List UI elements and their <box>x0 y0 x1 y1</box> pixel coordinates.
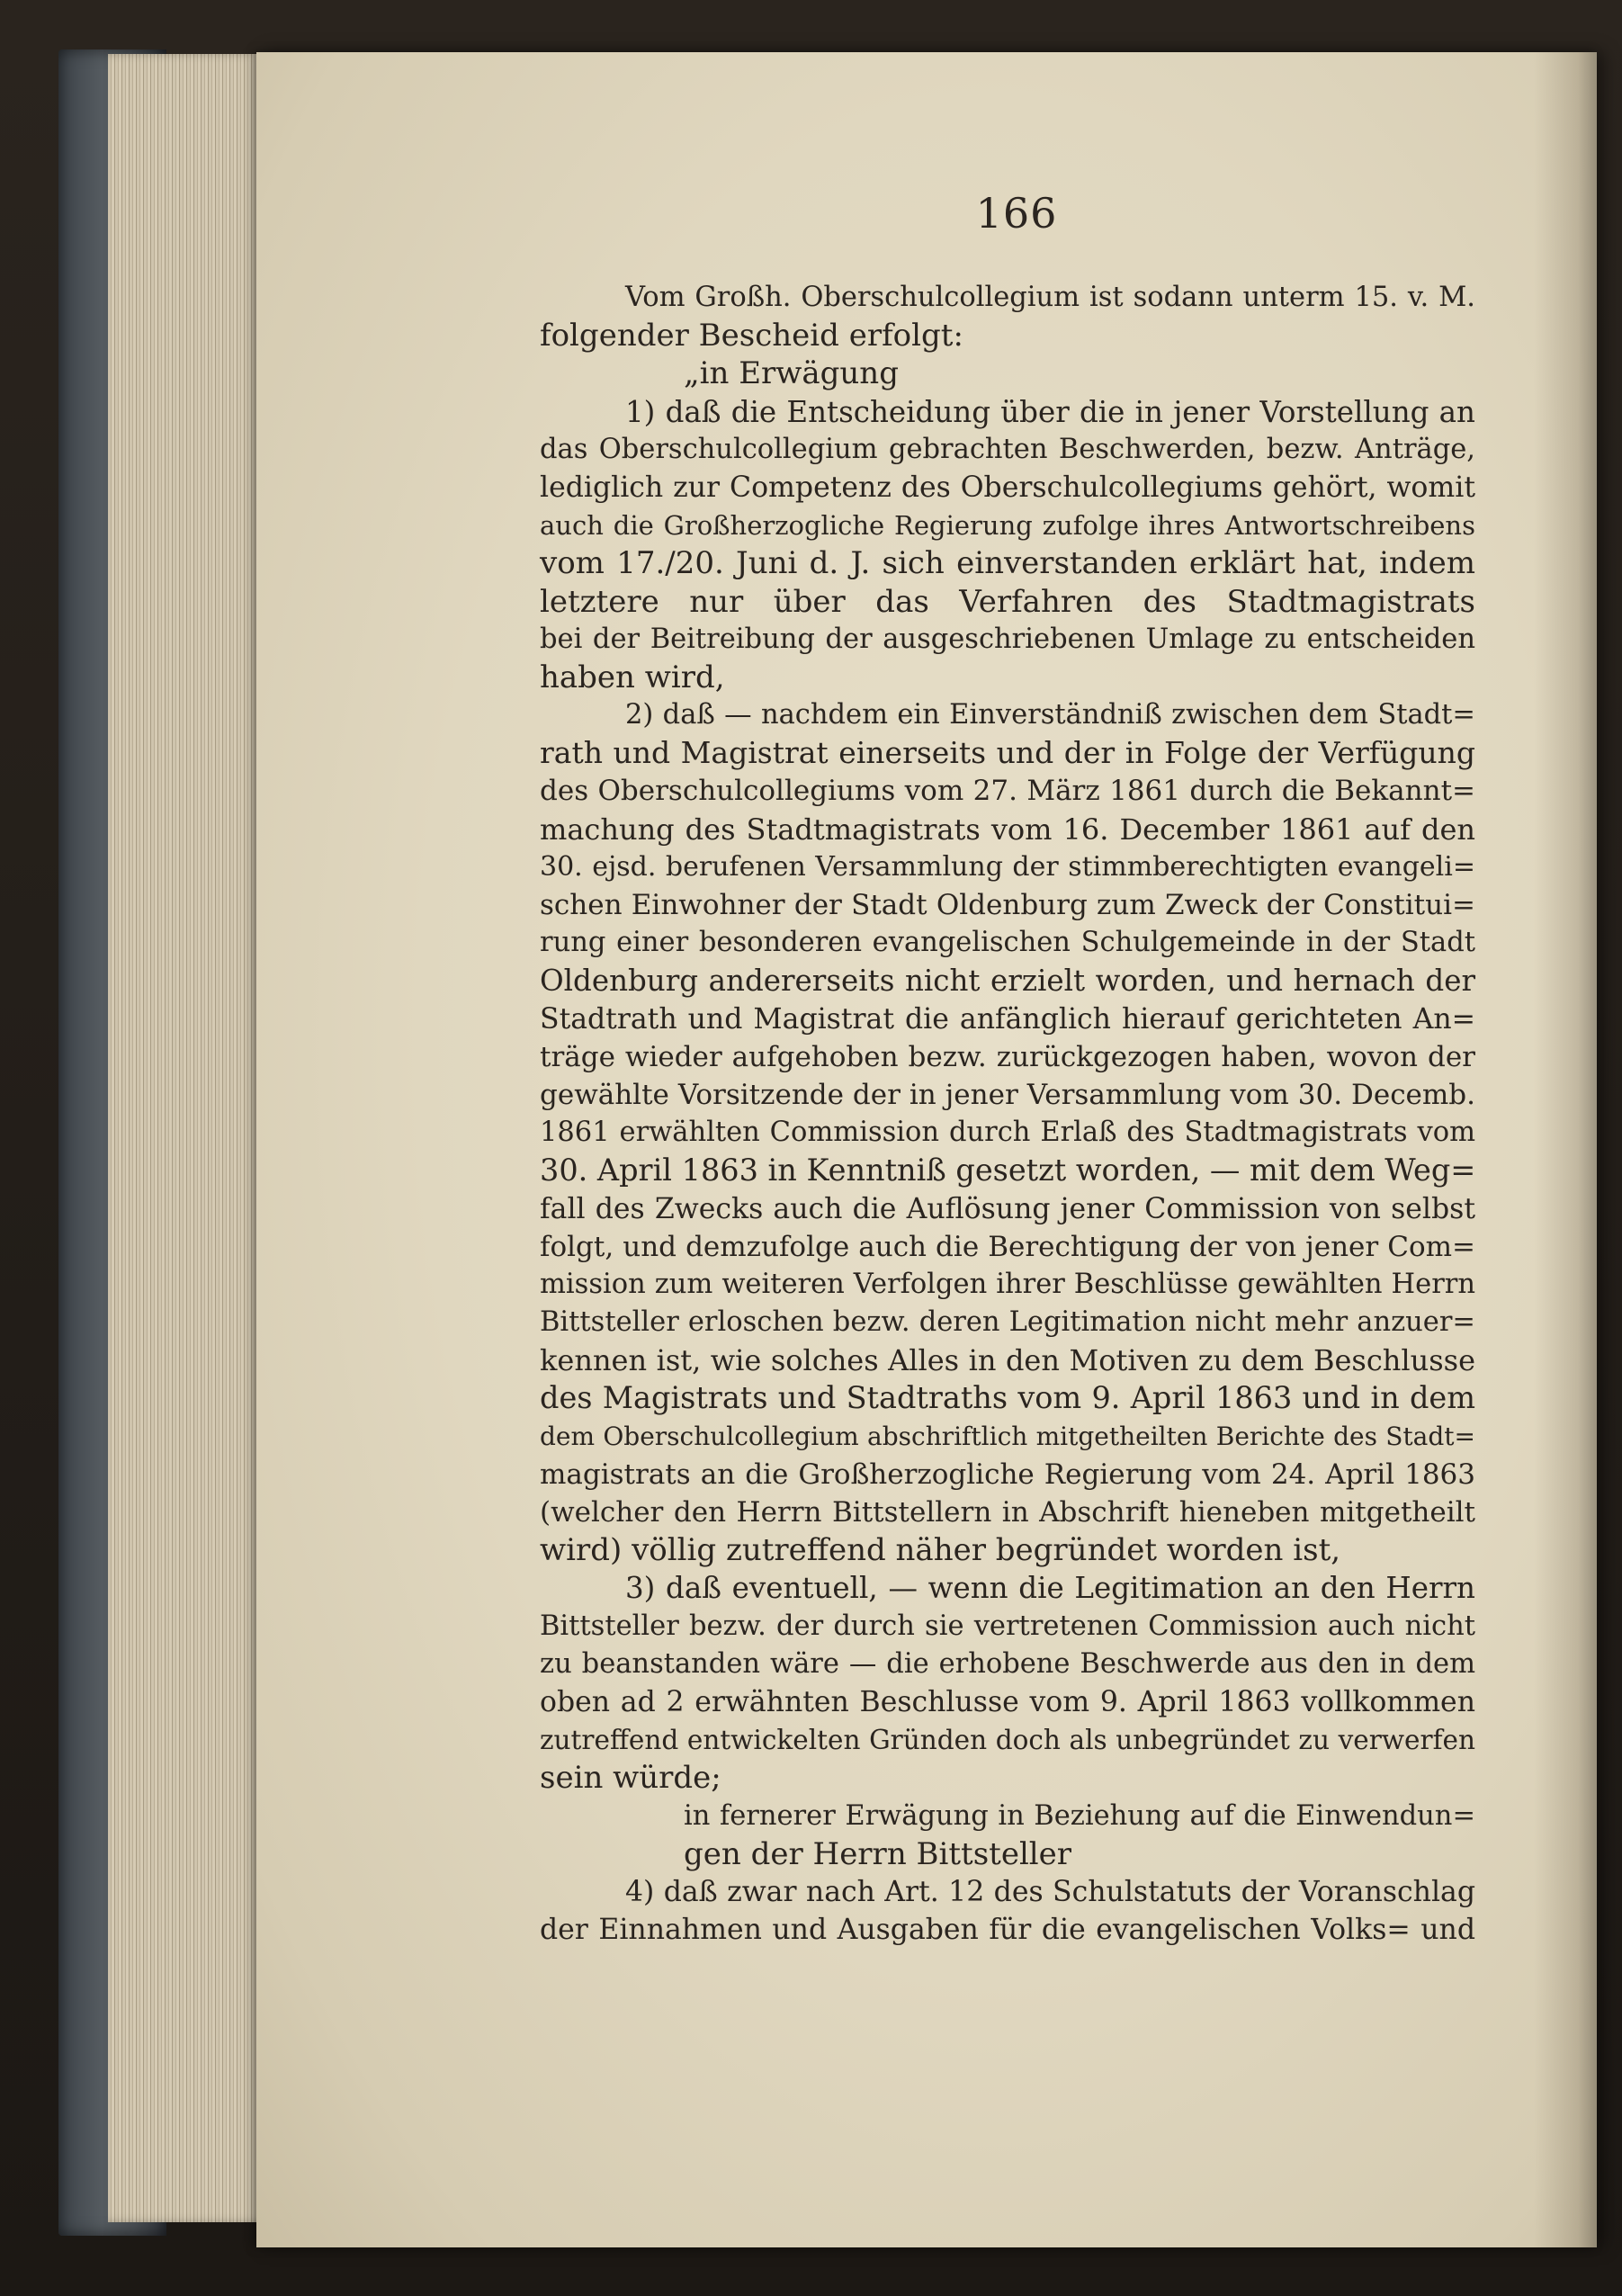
text-line: zutreffend entwickelten Gründen doch als unbegründet zu verwerfen <box>540 1725 1475 1756</box>
text-line: dem Oberschulcollegium abschriftlich mitgetheilten Berichte des Stadt= <box>540 1421 1475 1451</box>
text-line: „in Erwägung <box>684 355 899 392</box>
text-line: machung des Stadtmagistrats vom 16. December 1861 auf den <box>540 812 1475 847</box>
text-line: 2) daß — nachdem ein Einverständniß zwischen dem Stadt= <box>625 699 1475 731</box>
page-number: 166 <box>975 189 1058 238</box>
text-line: haben wird, <box>540 659 725 695</box>
text-line: auch die Großherzogliche Regierung zufolge ihres Antwortschreibens <box>540 510 1475 542</box>
text-line: bei der Beitreibung der ausgeschriebenen Umlage zu entscheiden <box>540 623 1475 655</box>
text-line: 30. ejsd. berufenen Versammlung der stimmberechtigten evangeli= <box>540 850 1475 883</box>
text-line: des Oberschulcollegiums vom 27. März 1861 durch die Bekannt= <box>540 775 1475 808</box>
text-line: sein würde; <box>540 1760 721 1797</box>
text-line: des Magistrats und Stadtraths vom 9. April 1863 und in dem <box>540 1380 1475 1416</box>
text-line: folgt, und demzufolge auch die Berechtigung der von jener Com= <box>540 1230 1475 1263</box>
text-line: schen Einwohner der Stadt Oldenburg zum Zweck der Constitui= <box>540 889 1475 921</box>
text-line: 4) daß zwar nach Art. 12 des Schulstatuts der Voranschlag <box>625 1875 1475 1908</box>
text-line: gewählte Vorsitzende der in jener Versammlung vom 30. Decemb. <box>540 1078 1475 1111</box>
text-line: fall des Zwecks auch die Auflösung jener Commission von selbst <box>540 1192 1475 1225</box>
text-line: 1) daß die Entscheidung über die in jener Vorstellung an <box>625 394 1475 429</box>
text-line: das Oberschulcollegium gebrachten Beschwerden, bezw. Anträge, <box>540 433 1475 465</box>
text-line: gen der Herrn Bittsteller <box>684 1835 1072 1872</box>
text-line: 1861 erwählten Commission durch Erlaß des Stadtmagistrats vom <box>540 1117 1475 1149</box>
text-line: lediglich zur Competenz des Oberschulcollegiums gehört, womit <box>540 471 1475 504</box>
text-line: Oldenburg andererseits nicht erzielt worden, und hernach der <box>540 964 1475 999</box>
body-text <box>540 279 1475 1949</box>
text-line: Vom Großh. Oberschulcollegium ist sodann unterm 15. v. M. <box>625 282 1475 313</box>
text-line: wird) völlig zutreffend näher begründet worden ist, <box>540 1532 1341 1569</box>
text-line: Bittsteller erloschen bezw. deren Legitimation nicht mehr anzuer= <box>540 1306 1475 1339</box>
text-line: magistrats an die Großherzogliche Regierung vom 24. April 1863 <box>540 1457 1475 1491</box>
text-line: träge wieder aufgehoben bezw. zurückgezogen haben, wovon der <box>540 1040 1475 1073</box>
text-line: oben ad 2 erwähnten Beschlusse vom 9. April 1863 vollkommen <box>540 1685 1475 1718</box>
text-line: Bittsteller bezw. der durch sie vertretenen Commission auch nicht <box>540 1610 1475 1642</box>
text-line: rung einer besonderen evangelischen Schulgemeinde in der Stadt <box>540 927 1475 959</box>
text-line: vom 17./20. Juni d. J. sich einverstanden erklärt hat, indem <box>540 545 1475 582</box>
text-line: in fernerer Erwägung in Beziehung auf die Einwendun= <box>684 1799 1475 1832</box>
text-line: 3) daß eventuell, — wenn die Legitimation an den Herrn <box>625 1571 1475 1606</box>
text-line: letztere nur über das Verfahren des Stadtmagistrats <box>540 583 1475 620</box>
text-line: kennen ist, wie solches Alles in den Motiven zu dem Beschlusse <box>540 1343 1475 1378</box>
text-line: zu beanstanden wäre — die erhobene Beschwerde aus den in dem <box>540 1647 1475 1680</box>
text-line: (welcher den Herrn Bittstellern in Abschrift hieneben mitgetheilt <box>540 1496 1475 1529</box>
text-line: folgender Bescheid erfolgt: <box>540 318 963 354</box>
text-line: Stadtrath und Magistrat die anfänglich hierauf gerichteten An= <box>540 1002 1475 1036</box>
text-line: 30. April 1863 in Kenntniß gesetzt worden, — mit dem Weg= <box>540 1152 1476 1188</box>
text-line: der Einnahmen und Ausgaben für die evangelischen Volks= und <box>540 1914 1475 1947</box>
text-line: rath und Magistrat einerseits und der in Folge der Verfügung <box>540 735 1475 771</box>
page-gutter-shadow <box>1534 52 1597 2247</box>
text-line: mission zum weiteren Verfolgen ihrer Beschlüsse gewählten Herrn <box>540 1268 1475 1300</box>
